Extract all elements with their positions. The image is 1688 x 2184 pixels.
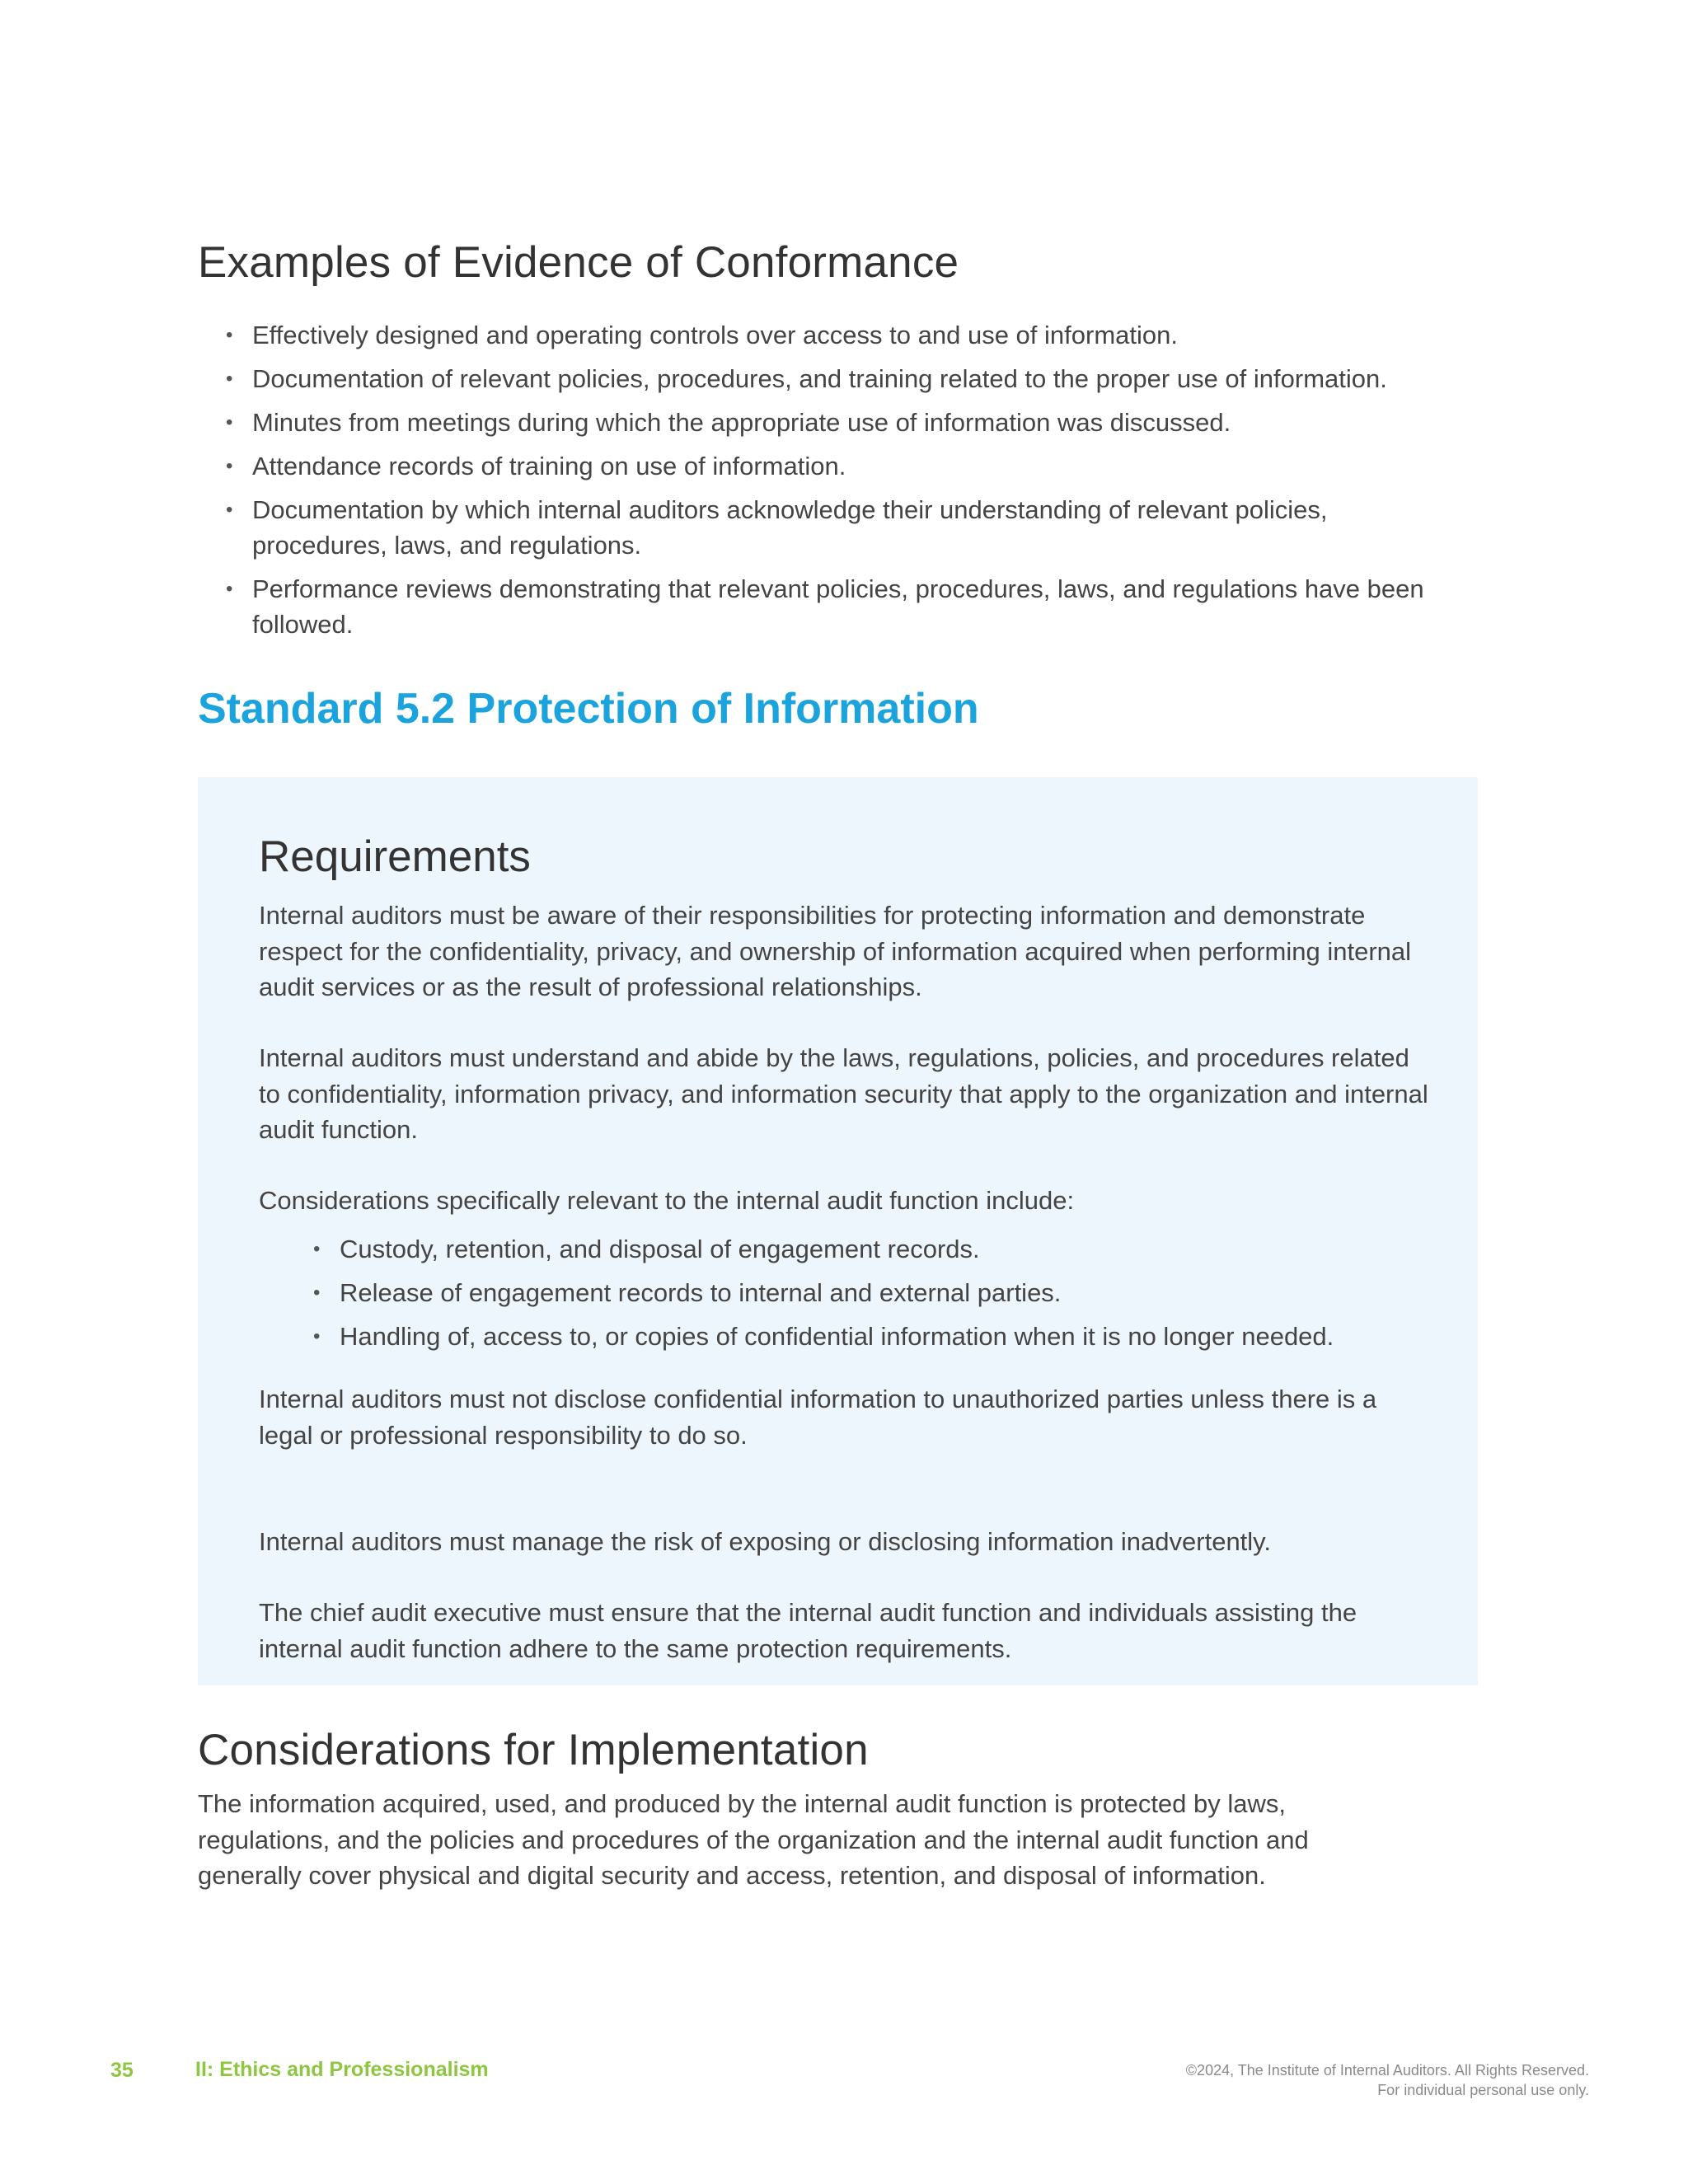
page-number: 35 <box>110 2059 134 2082</box>
requirements-box <box>198 777 1478 1685</box>
considerations-list <box>340 1231 1444 1362</box>
usage-text: For individual personal use only. <box>1377 2082 1589 2098</box>
list-item: • Minutes from meetings during which the appropriate use of information was discussed. <box>252 405 1489 440</box>
requirements-paragraph: Internal auditors must understand and abide by the laws, regulations, policies, and procedures related to confidentiality, information privacy, and information security that apply to the organization and internal audit function. <box>259 1043 1428 1144</box>
list-item: • Effectively designed and operating controls over access to and use of information. <box>252 317 1489 353</box>
requirements-paragraph: Internal auditors must not disclose confidential information to unauthorized parties unless there is a legal or professional responsibility to do so. <box>259 1385 1377 1450</box>
standard-title: Standard 5.2 Protection of Information <box>198 685 979 733</box>
requirements-paragraph: Internal auditors must be aware of their responsibilities for protecting information and demonstrate respect for the confidentiality, privacy, and ownership of information acquired when performing internal audit services or as the result of professional relationships. <box>259 901 1412 1001</box>
copyright-text: ©2024, The Institute of Internal Auditors. All Rights Reserved. <box>1185 2062 1589 2079</box>
list-item: • Handling of, access to, or copies of confidential information when it is no longer needed. <box>340 1319 1444 1354</box>
list-item: • Release of engagement records to internal and external parties. <box>340 1275 1444 1310</box>
evidence-list <box>252 317 1489 650</box>
requirements-paragraph: Internal auditors must manage the risk of exposing or disclosing information inadvertently. <box>259 1527 1271 1556</box>
implementation-heading: Considerations for Implementation <box>198 1726 869 1774</box>
list-item: • Documentation of relevant policies, procedures, and training related to the proper use of information. <box>252 361 1489 396</box>
footer-copyright <box>1186 2060 1589 2100</box>
implementation-paragraph: The information acquired, used, and produced by the internal audit function is protected by laws, regulations, and the policies and procedures of the organization and the internal audit function and generally cover physical and digital security and access, retention, and disposal of information. <box>198 1789 1309 1890</box>
list-item: • Custody, retention, and disposal of engagement records. <box>340 1231 1444 1267</box>
requirements-heading: Requirements <box>259 832 531 881</box>
list-item: • Documentation by which internal auditors acknowledge their understanding of relevant policies, procedures, laws, and regulations. <box>252 492 1439 563</box>
requirements-paragraph: Considerations specifically relevant to the internal audit function include: <box>259 1186 1075 1215</box>
evidence-heading: Examples of Evidence of Conformance <box>198 238 959 287</box>
footer-section-title: II: Ethics and Professionalism <box>195 2058 489 2081</box>
requirements-paragraph: The chief audit executive must ensure that the internal audit function and individuals assisting the internal audit function adhere to the same protection requirements. <box>259 1598 1357 1663</box>
list-item: • Performance reviews demonstrating that relevant policies, procedures, laws, and regulations have been followed. <box>252 571 1439 642</box>
list-item: • Attendance records of training on use of information. <box>252 448 1489 484</box>
